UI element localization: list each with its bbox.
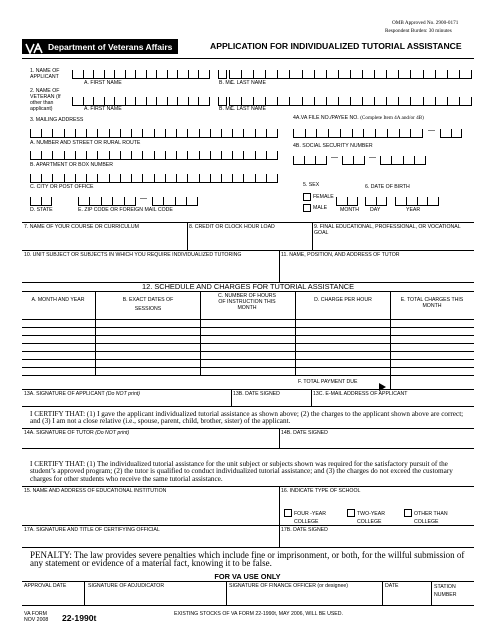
apt-field[interactable] — [30, 151, 278, 159]
other-college-checkbox[interactable] — [404, 509, 412, 517]
schedule-title: 12. SCHEDULE AND CHARGES FOR TUTORIAL ASSISTANCE — [142, 282, 355, 291]
ssn-field-c[interactable] — [380, 156, 426, 164]
stock-note: EXISTING STOCKS OF VA FORM 22-1990t, MAY 2006, WILL BE USED. — [174, 611, 343, 617]
respondent-burden: Respondent Burden: 30 minutes — [385, 28, 452, 34]
last-name-caption: C. LAST NAME — [230, 80, 266, 86]
payee-field[interactable] — [440, 129, 462, 137]
dob-month-field[interactable] — [336, 197, 358, 205]
dob-day-field[interactable] — [365, 197, 387, 205]
dob-label: 6. DATE OF BIRTH — [365, 184, 410, 190]
sig-official-label: 17A. SIGNATURE AND TITLE OF CERTIFYING OFFICIAL — [24, 527, 160, 533]
four-year-label: FOUR -YEAR COLLEGE — [294, 511, 326, 525]
form-number: 22-1990t — [62, 613, 97, 623]
day-caption: DAY — [370, 207, 381, 213]
four-year-checkbox[interactable] — [284, 509, 292, 517]
two-year-checkbox[interactable] — [347, 509, 355, 517]
arrow-right-icon — [379, 378, 386, 386]
va-date-label: DATE — [385, 583, 399, 589]
va-use-title: FOR VA USE ONLY — [214, 572, 281, 581]
col-charge-per-hour: D. CHARGE PER HOUR — [314, 297, 372, 303]
adjudicator-label: SIGNATURE OF ADJUDICATOR — [88, 583, 165, 589]
date-signed-tutor-label: 14B. DATE SIGNED — [281, 430, 328, 436]
col-month-year: A. MONTH AND YEAR — [31, 297, 85, 303]
zip-caption: E. ZIP CODE OR FOREIGN MAIL CODE — [78, 207, 173, 213]
mi-caption: B. M.I. — [219, 80, 234, 86]
col-exact-dates: B. EXACT DATES OF SESSIONS — [122, 297, 174, 312]
total-payment-label: F. TOTAL PAYMENT DUE — [298, 379, 358, 385]
goal-label: 9. FINAL EDUCATIONAL, PROFESSIONAL, OR VOCATIONAL GOAL — [314, 224, 461, 236]
veteran-first-name-field[interactable] — [72, 97, 210, 105]
date-signed-label: 13B. DATE SIGNED — [233, 391, 280, 397]
school-type-label: 16. INDICATE TYPE OF SCHOOL — [281, 488, 361, 494]
station-number-label: STATION NUMBER — [434, 584, 457, 598]
va-form-label: VA FORM — [24, 611, 47, 617]
penalty-statement: PENALTY: The law provides severe penalties which include fine or imprisonment, or both, for the willful submission of any statement or evidence of a material fact, knowing it to be false. — [30, 550, 465, 569]
state-field[interactable] — [30, 197, 52, 205]
mi-caption-2: B. M.I. — [219, 106, 234, 112]
email-label: 13C. E-MAIL ADDRESS OF APPLICANT — [313, 391, 408, 397]
month-caption: MONTH — [340, 207, 360, 213]
subject-label: 10. UNIT SUBJECT OR SUBJECTS IN WHICH YOU REQUIRE INDIVIDUALIZED TUTORING — [24, 252, 242, 258]
form-page: OMB Approved No. 2900-0171 Respondent Burden: 30 minutes Department of Veterans Affairs APPLICATION FOR INDIVIDUALIZED TUTORIAL ASSISTANCE 1. NAME OF APPLICANT A. FIRST NAME B. M.I. C. LAST NAME 2. NAME OF VETERAN (If other than applicant) A. FIRST NAME B. M.I. C. LAST NAME 3. MAILING ADDRESS 4A.VA FILE NO./PAYEE NO. (Complete Item 4A and/or 4B) — A. NUMBER AND STREET OR RURAL ROUTE 4B. SOCIAL SECURITY NUMBER — — B. APARTMENT OR BOX NUMBER C. CITY OR POST OFFICE 5. SEX 6. DATE OF BIRTH FEMALE MALE — D. STATE E. ZIP CODE OR FOREIGN MAIL CODE MONTH DAY YEAR 7. NAME OF YOUR COURSE OR CURRICULUM 8. CREDIT OR CLOCK HOUR LOAD 9. FINAL EDUCATIONAL, PROFESSIONAL, OR VOCATIONAL GOAL 10. UNIT SUBJECT OR SUBJECTS IN WHICH YOU REQUIRE INDIVIDUALIZED TUTORING 11. NAME, POSITION, AND ADDRESS OF TUTOR 12. SCHEDULE AND CHARGES FOR TUTORIAL ASSISTANCE A. MONTH AND YEAR B. EXACT DATES OF SESSIONS C. NUMBER OF HOURS OF INSTRUCTION THIS MONTH D. CHARGE PER HOUR E. TOTAL CHARGES THIS MONTH F. TOTAL PAYMENT DUE 13A. SIGNATURE OF APPLICANT (Do NOT print) 13B. DATE SIGNED 13C. E-MAIL ADDRESS OF APPLICANT I CERTIFY THAT: (1) I gave the applicant individualized tutorial assistance as shown above; (2) the charges to the applicant shown above are correct; and (3) I am not a close relative (i.e., spouse, parent, child, brother, sister) of the applicant. 14A. SIGNATURE OF TUTOR (Do NOT print) 14B. DATE SIGNED I CERTIFY THAT: (1) The individualized tutorial assistance for the unit subject or subjects shown was required for the satisfactory pursuit of the student’s approved program; (2) the tutor is qualified to conduct individualized tutorial assistance; and (3) the charges do not exceed the customary charges for other students who receive the same tutorial assistance. 15. NAME AND ADDRESS OF EDUCATIONAL INSTITUTION 16. INDICATE TYPE OF SCHOOL FOUR -YEAR COLLEGE TWO-YEAR COLLEGE OTHER THAN COLLEGE 17A. SIGNATURE AND TITLE OF CERTIFYING OFFICIAL 17B. DATE SIGNED PENALTY: The law provides severe penalties which include fine or imprisonment, or both, for the willful submission of any statement or evidence of a material fact, knowing it to be false. FOR VA USE ONLY APPROVAL DATE SIGNATURE OF ADJUDICATOR SIGNATURE OF FINANCE OFFICER (or designee) DATE STATION NUMBER VA FORM NOV 2008 22-1990t EXISTING STOCKS OF VA FORM 22-1990t, MAY 2006, WILL BE USED. — [0, 0, 495, 640]
male-label: MALE — [313, 205, 328, 211]
agency-name: Department of Veterans Affairs — [48, 42, 173, 52]
sig-applicant-label: 13A. SIGNATURE OF APPLICANT (Do NOT print) — [24, 391, 140, 397]
city-field[interactable] — [30, 174, 278, 182]
finance-officer-label: SIGNATURE OF FINANCE OFFICER (or designee) — [229, 583, 348, 589]
approval-date-label: APPROVAL DATE — [24, 583, 67, 589]
last-name-caption-2: C. LAST NAME — [230, 106, 266, 112]
female-label: FEMALE — [313, 194, 334, 200]
city-caption: C. CITY OR POST OFFICE — [30, 184, 94, 190]
applicant-last-name-field[interactable] — [229, 70, 472, 78]
first-name-caption-2: A. FIRST NAME — [84, 106, 122, 112]
course-label: 7. NAME OF YOUR COURSE OR CURRICULUM — [24, 224, 139, 230]
zip-ext-field[interactable] — [152, 197, 198, 205]
male-checkbox[interactable] — [303, 204, 311, 212]
two-year-label: TWO-YEAR COLLEGE — [357, 511, 385, 525]
sig-tutor-label: 14A. SIGNATURE OF TUTOR (Do NOT print) — [24, 430, 130, 436]
ssn-field-a[interactable] — [293, 156, 327, 164]
female-checkbox[interactable] — [303, 193, 311, 201]
first-name-caption: A. FIRST NAME — [84, 80, 122, 86]
form-title: APPLICATION FOR INDIVIDUALIZED TUTORIAL ASSISTANCE — [210, 41, 462, 51]
veteran-mi-field[interactable] — [218, 97, 227, 105]
year-caption: YEAR — [406, 207, 421, 213]
omb-number: OMB Approved No. 2900-0171 — [392, 20, 459, 26]
ssn-field-b[interactable] — [342, 156, 365, 164]
mailing-address-label: 3. MAILING ADDRESS — [30, 117, 84, 123]
state-caption: D. STATE — [30, 207, 53, 213]
dob-year-field[interactable] — [395, 197, 439, 205]
agency-banner — [22, 39, 178, 54]
applicant-name-label: 1. NAME OF APPLICANT — [30, 68, 60, 80]
schedule-rows[interactable] — [96, 320, 200, 375]
tutor-label: 11. NAME, POSITION, AND ADDRESS OF TUTOR — [281, 252, 400, 258]
zip-field[interactable] — [78, 197, 136, 205]
street-caption: A. NUMBER AND STREET OR RURAL ROUTE — [30, 140, 141, 146]
certify-official-statement: I CERTIFY THAT: (1) The individualized tutorial assistance for the unit subject or subjects shown was required for the satisfactory pursuit of the student’s approved program; (2) the tutor is qualified to conduct individualized tutorial assistance; and (3) the charges do not exceed the customary charges for other students who receive the same tutorial assistance. — [30, 460, 453, 483]
form-date: NOV 2008 — [24, 617, 49, 623]
veteran-name-label: 2. NAME OF VETERAN (If other than applicant) — [30, 88, 61, 112]
certify-tutor-statement: I CERTIFY THAT: (1) I gave the applicant individualized tutorial assistance as shown above; (2) the charges to the applicant shown above are correct; and (3) I am not a close relative (i.e., spouse, parent, child, brother, sister) of the applicant. — [30, 410, 464, 426]
va-file-label: 4A.VA FILE NO./PAYEE NO. (Complete Item 4A and/or 4B) — [293, 115, 424, 121]
applicant-first-name-field[interactable] — [72, 70, 210, 78]
street-field[interactable] — [30, 129, 278, 137]
va-file-field[interactable] — [293, 129, 423, 137]
applicant-mi-field[interactable] — [218, 70, 227, 78]
col-total-charges: E. TOTAL CHARGES THIS MONTH — [400, 297, 464, 309]
ssn-label: 4B. SOCIAL SECURITY NUMBER — [293, 143, 373, 149]
other-college-label: OTHER THAN COLLEGE — [414, 511, 448, 525]
apt-caption: B. APARTMENT OR BOX NUMBER — [30, 162, 114, 168]
sex-label: 5. SEX — [303, 182, 320, 188]
credit-label: 8. CREDIT OR CLOCK HOUR LOAD — [189, 224, 275, 230]
col-hours: C. NUMBER OF HOURS OF INSTRUCTION THIS MONTH — [218, 293, 276, 311]
date-signed-official-label: 17B. DATE SIGNED — [281, 527, 328, 533]
va-seal-icon — [25, 41, 45, 52]
institution-label: 15. NAME AND ADDRESS OF EDUCATIONAL INSTITUTION — [24, 488, 167, 494]
veteran-last-name-field[interactable] — [229, 97, 472, 105]
